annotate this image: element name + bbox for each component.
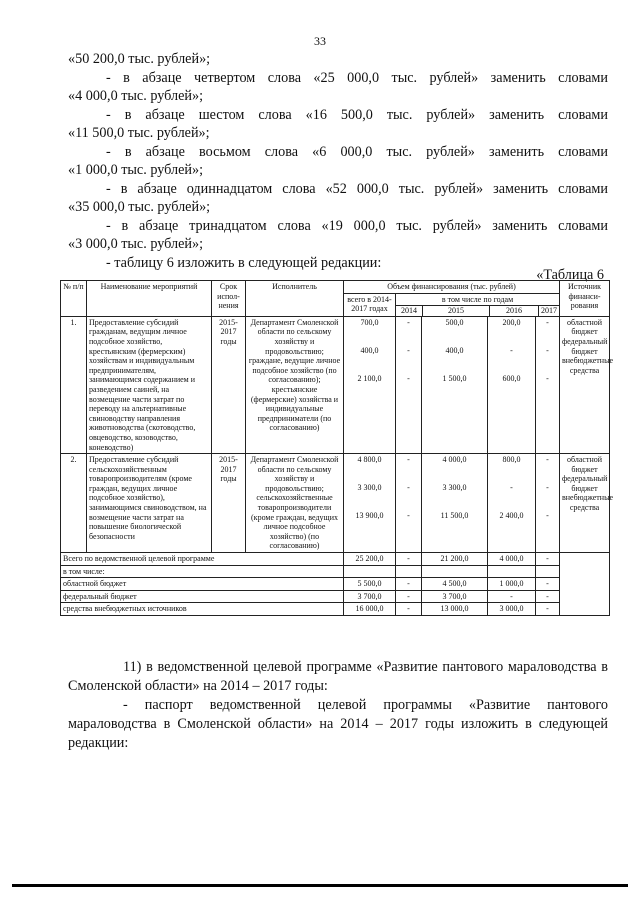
summary-2017: - — [536, 553, 560, 566]
row-total: 4 800,0 3 300,0 13 900,0 — [344, 454, 396, 553]
row-name: Предоставление субсидий сельскохозяйственным товаропроизводителям (кроме граждан, ведущих личное подсобное хозяйство), занимающимся свиноводством, на возмещение части затрат на повышение биологической безопасности — [87, 454, 212, 553]
intro-text — [68, 50, 608, 272]
header-funding: Объем финансирования (тыс. рублей) — [344, 281, 560, 294]
summary-total: 25 200,0 — [344, 553, 396, 566]
row-total: 700,0 400,0 2 100,0 — [344, 316, 396, 453]
header-total: всего в 2014-2017 годах — [344, 293, 396, 316]
summary-2017 — [536, 565, 560, 578]
summary-label: средства внебюджетных источников — [61, 603, 344, 616]
row-num: 2. — [61, 454, 87, 553]
row-source: областной бюджет федеральный бюджет внебюджетные средства — [560, 316, 610, 453]
row-executor: Департамент Смоленской области по сельскому хозяйству и продовольствию; сельскохозяйственные товаропроизводители (кроме граждан, ведущих личное подсобное хозяйство) (по согласованию) — [246, 454, 344, 553]
summary-row — [61, 565, 610, 578]
row-2016: 200,0 - 600,0 — [488, 316, 536, 453]
summary-2017: - — [536, 603, 560, 616]
summary-label: в том числе: — [61, 565, 344, 578]
intro-line: - в абзаце одиннадцатом слова «52 000,0 тыс. рублей» заменить словами — [106, 180, 608, 197]
intro-line: «35 000,0 тыс. рублей»; — [68, 199, 211, 215]
row-executor: Департамент Смоленской области по сельскому хозяйству и продовольствию; граждане, ведущие личное подсобное хозяйство (по согласованию); крестьянские (фермерские) хозяйства и индивидуальные предприниматели (по согласованию) — [246, 316, 344, 453]
intro-line: - в абзаце шестом слова «16 500,0 тыс. рублей» заменить словами — [106, 106, 608, 123]
summary-2014 — [396, 565, 422, 578]
table-row — [61, 316, 610, 453]
summary-2017: - — [536, 590, 560, 603]
bottom-rule — [12, 884, 628, 887]
intro-line: - в абзаце четвертом слова «25 000,0 тыс. рублей» заменить словами — [106, 69, 608, 86]
intro-line: «1 000,0 тыс. рублей»; — [68, 162, 204, 178]
tail-paragraph: - паспорт ведомственной целевой программы «Развитие пантового мараловодства в Смоленской области» на 2014 – 2017 годы изложить в следующей редакции: — [68, 697, 608, 751]
intro-line: «4 000,0 тыс. рублей»; — [68, 88, 204, 104]
summary-2014: - — [396, 553, 422, 566]
summary-total: 5 500,0 — [344, 578, 396, 591]
header-2016: 2016 — [490, 306, 539, 316]
header-source: Источник финанси-рования — [560, 281, 610, 317]
table-6 — [60, 280, 613, 616]
summary-2016: 4 000,0 — [488, 553, 536, 566]
intro-line: - в абзаце тринадцатом слова «19 000,0 тыс. рублей» заменить словами — [106, 217, 608, 234]
summary-2014: - — [396, 578, 422, 591]
header-2017: 2017 — [541, 306, 557, 316]
row-2016: 800,0 - 2 400,0 — [488, 454, 536, 553]
summary-2015: 13 000,0 — [422, 603, 488, 616]
summary-2015: 3 700,0 — [422, 590, 488, 603]
tail-paragraph: 11) в ведомственной целевой программе «Развитие пантового мараловодства в Смоленской области» на 2014 – 2017 годы: — [68, 659, 608, 694]
row-2015: 4 000,0 3 300,0 11 500,0 — [422, 454, 488, 553]
table-header-row — [61, 281, 610, 294]
intro-line: «50 200,0 тыс. рублей»; — [68, 51, 211, 67]
header-num: № п/п — [61, 281, 87, 317]
summary-row — [61, 578, 610, 591]
intro-line: - в абзаце восьмом слова «6 000,0 тыс. рублей» заменить словами — [106, 143, 608, 160]
row-2014: - - - — [396, 454, 422, 553]
intro-line: «3 000,0 тыс. рублей»; — [68, 236, 204, 252]
row-2015: 500,0 400,0 1 500,0 — [422, 316, 488, 453]
summary-row — [61, 590, 610, 603]
header-term: Срок испол-нения — [212, 281, 246, 317]
summary-label: областной бюджет — [61, 578, 344, 591]
intro-line: - таблицу 6 изложить в следующей редакции: — [106, 254, 382, 271]
header-2014: 2014 — [396, 306, 423, 316]
summary-row — [61, 603, 610, 616]
summary-label: федеральный бюджет — [61, 590, 344, 603]
header-by-year: в том числе по годам 2014 2015 2016 2017 — [396, 293, 560, 316]
row-num: 1. — [61, 316, 87, 453]
table-row — [61, 454, 610, 553]
summary-2016: 1 000,0 — [488, 578, 536, 591]
header-executor: Исполнитель — [246, 281, 344, 317]
summary-2014: - — [396, 603, 422, 616]
summary-2014: - — [396, 590, 422, 603]
page-number: 33 — [314, 34, 326, 48]
row-source: областной бюджет федеральный бюджет внебюджетные средства — [560, 454, 610, 553]
summary-2015: 21 200,0 — [422, 553, 488, 566]
summary-label: Всего по ведомственной целевой программе — [61, 553, 344, 566]
summary-2016 — [488, 565, 536, 578]
summary-total: 3 700,0 — [344, 590, 396, 603]
tail-text — [68, 658, 608, 753]
summary-source-blank — [560, 553, 610, 616]
row-term: 2015-2017 годы — [212, 454, 246, 553]
header-name: Наименование мероприятий — [87, 281, 212, 317]
row-name: Предоставление субсидий гражданам, ведущим личное подсобное хозяйство, крестьянским (фермерским) хозяйствам и индивидуальным предпринимателям, занимающимся содержанием и разведением саиней, на возмещение части затрат по переводу на альтернативные свиноводству направления животноводства (скотоводство, овцеводство, козоводство, коневодство) — [87, 316, 212, 453]
table-caption: «Таблица 6 — [536, 267, 604, 283]
row-2017: - - - — [536, 454, 560, 553]
row-term: 2015-2017 годы — [212, 316, 246, 453]
summary-2015: 4 500,0 — [422, 578, 488, 591]
summary-total: 16 000,0 — [344, 603, 396, 616]
header-2015: 2015 — [423, 306, 490, 316]
summary-2016: - — [488, 590, 536, 603]
summary-2016: 3 000,0 — [488, 603, 536, 616]
summary-2017: - — [536, 578, 560, 591]
row-2014: - - - — [396, 316, 422, 453]
intro-line: «11 500,0 тыс. рублей»; — [68, 125, 210, 141]
summary-2015 — [422, 565, 488, 578]
summary-row — [61, 553, 610, 566]
summary-total — [344, 565, 396, 578]
row-2017: - - - — [536, 316, 560, 453]
